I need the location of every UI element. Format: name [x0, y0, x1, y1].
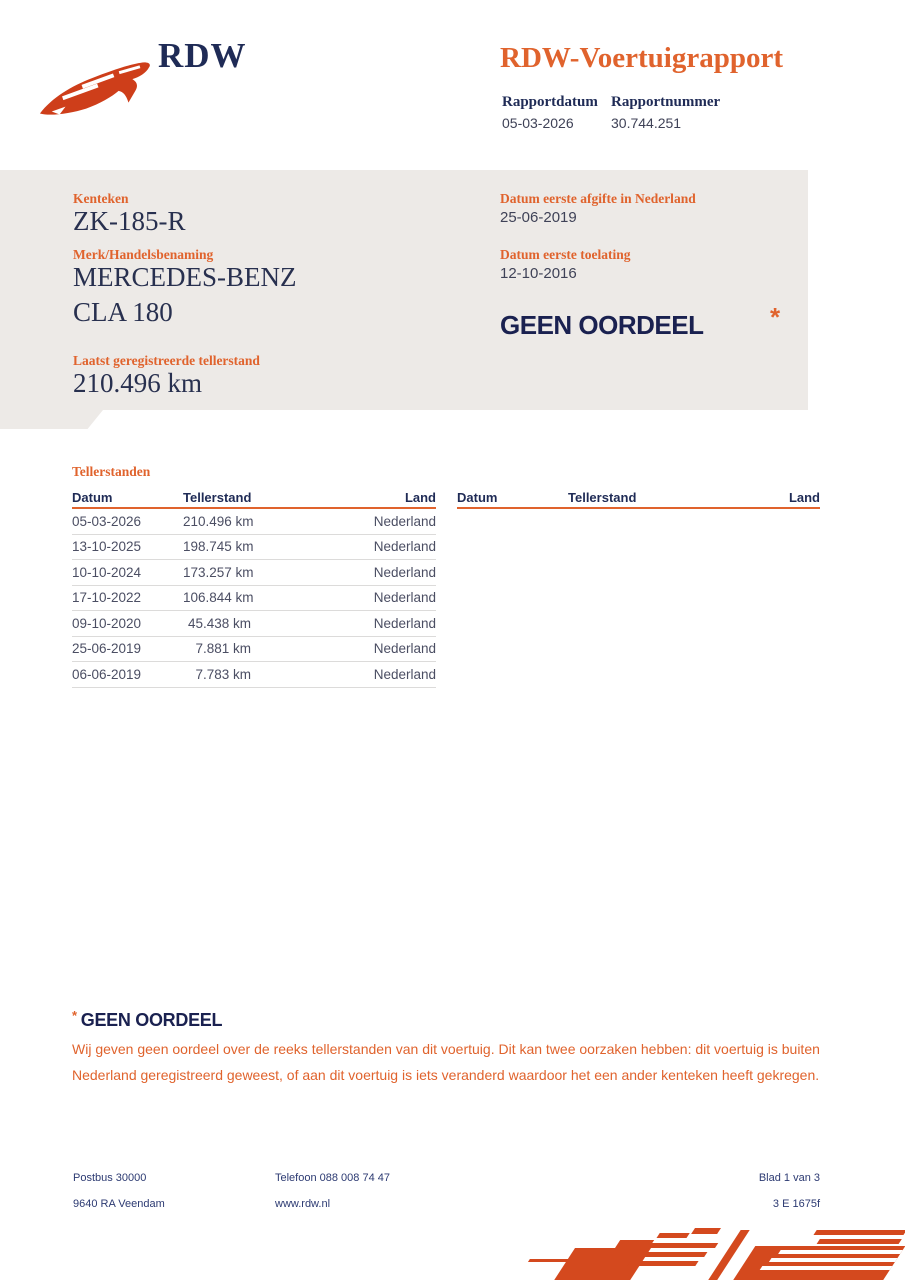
- footer-page-indicator: Blad 1 van 3: [758, 1172, 820, 1184]
- cell-land: Nederland: [373, 513, 436, 529]
- cell-datum: 25-06-2019: [72, 641, 142, 657]
- cell-datum: 09-10-2020: [72, 615, 142, 631]
- toelating-value: 12-10-2016: [500, 265, 577, 282]
- cell-datum: 10-10-2024: [72, 564, 142, 580]
- table-row: [72, 560, 436, 586]
- report-number-value: 30.744.251: [611, 115, 682, 131]
- cell-land: Nederland: [373, 615, 436, 631]
- table-row: [72, 662, 436, 688]
- footer-form-code: 3 E 1675f: [772, 1198, 820, 1210]
- table-row: [72, 637, 436, 663]
- cell-tellerstand: 198.745 km: [183, 539, 254, 555]
- verdict-text: GEEN OORDEEL: [500, 310, 704, 340]
- merk-value-line1: MERCEDES-BENZ: [73, 262, 297, 292]
- report-date-label: Rapportdatum: [502, 94, 598, 110]
- col-tellerstand: Tellerstand: [568, 490, 637, 505]
- cell-tellerstand: 7.783 km: [195, 666, 251, 682]
- footer-address-line1: Postbus 30000: [73, 1172, 147, 1184]
- tellerstanden-table-right: [457, 486, 820, 509]
- panel-corner-wedge: [0, 410, 103, 429]
- toelating-label: Datum eerste toelating: [500, 247, 631, 262]
- report-number-label: Rapportnummer: [611, 94, 721, 110]
- footer-phone: Telefoon 088 008 74 47: [275, 1172, 390, 1184]
- afgifte-value: 25-06-2019: [500, 209, 577, 226]
- logo-text: RDW: [158, 36, 247, 75]
- table-row: [72, 535, 436, 561]
- cell-datum: 17-10-2022: [72, 590, 142, 606]
- cell-land: Nederland: [373, 539, 436, 555]
- cell-land: Nederland: [373, 666, 436, 682]
- cell-tellerstand: 106.844 km: [183, 590, 254, 606]
- footnote-heading: [72, 1008, 222, 1031]
- col-land: Land: [788, 490, 820, 505]
- cell-land: Nederland: [373, 564, 436, 580]
- merk-label: Merk/Handelsbenaming: [73, 247, 214, 262]
- cell-tellerstand: 7.881 km: [195, 641, 251, 657]
- rdw-logo-icon: [36, 48, 154, 120]
- report-date-value: 05-03-2026: [502, 115, 574, 131]
- cell-datum: 06-06-2019: [72, 666, 142, 682]
- cell-tellerstand: 173.257 km: [183, 564, 254, 580]
- kenteken-label: Kenteken: [73, 191, 129, 206]
- tellerstand-label: Laatst geregistreerde tellerstand: [73, 353, 260, 368]
- table-row: [72, 586, 436, 612]
- merk-value-line2: CLA 180: [73, 297, 173, 327]
- footer-website: www.rdw.nl: [275, 1198, 331, 1210]
- tellerstand-value: 210.496 km: [73, 368, 203, 398]
- table-row: [72, 611, 436, 637]
- kenteken-value: ZK-185-R: [73, 206, 186, 236]
- cell-datum: 05-03-2026: [72, 513, 142, 529]
- afgifte-label: Datum eerste afgifte in Nederland: [500, 191, 696, 206]
- col-tellerstand: Tellerstand: [183, 490, 252, 505]
- footnote-body: Wij geven geen oordeel over de reeks tellerstanden van dit voertuig. Dit kan twee oorzaken hebben: dit voertuig is buiten Nederland geregistreerd geweest, of aan dit voertuig is iets veranderd waardoor het een ander kenteken heeft gekregen.: [72, 1041, 820, 1083]
- tellerstanden-table-left: [72, 486, 436, 688]
- footnote-asterisk: *: [72, 1008, 77, 1023]
- col-datum: Datum: [457, 490, 498, 505]
- footer-address-line2: 9640 RA Veendam: [73, 1198, 165, 1210]
- col-datum: Datum: [72, 490, 113, 505]
- cell-land: Nederland: [373, 590, 436, 606]
- table-header-row: [457, 486, 820, 509]
- col-land: Land: [404, 490, 436, 505]
- verdict-asterisk: *: [770, 302, 781, 332]
- footnote-heading-text: GEEN OORDEEL: [80, 1010, 223, 1030]
- tellerstanden-section-label: Tellerstanden: [72, 464, 151, 479]
- rdw-motion-graphic: [515, 1228, 905, 1280]
- report-title: RDW-Voertuigrapport: [500, 42, 783, 74]
- cell-land: Nederland: [373, 641, 436, 657]
- cell-tellerstand: 210.496 km: [183, 513, 254, 529]
- table-header-row: [72, 486, 436, 509]
- summary-panel: [0, 170, 808, 410]
- cell-tellerstand: 45.438 km: [187, 615, 251, 631]
- cell-datum: 13-10-2025: [72, 539, 142, 555]
- table-row: [72, 509, 436, 535]
